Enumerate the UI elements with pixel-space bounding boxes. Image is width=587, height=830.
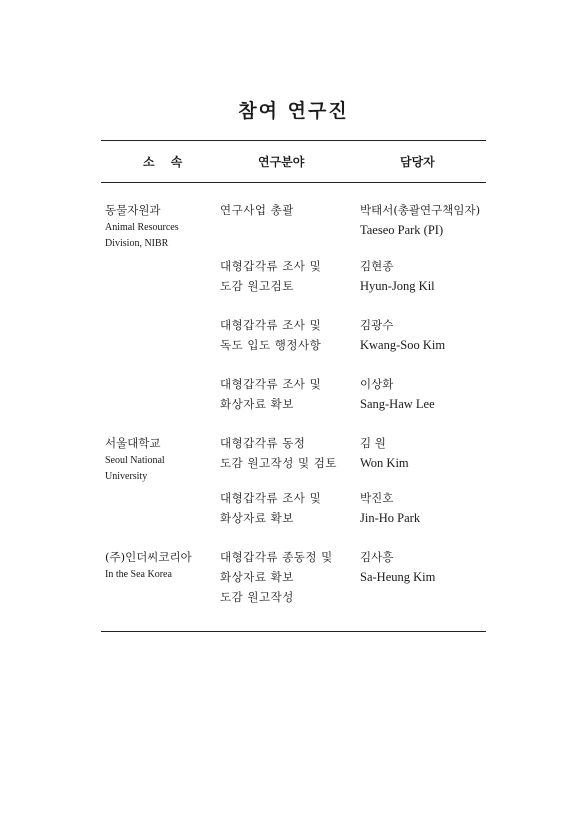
- research-field-line: 대형갑각류 조사 및: [220, 491, 322, 505]
- affiliation-english-line: Animal Resources: [105, 222, 179, 233]
- affiliation-cell: [101, 200, 220, 252]
- person-name-english: Hyun-Jong Kil: [360, 279, 435, 293]
- affiliation-english-line: Seoul National: [105, 455, 165, 466]
- research-field-line: 대형갑각류 조사 및: [220, 259, 322, 273]
- person-cell: [360, 256, 486, 296]
- person-name-english: Sang-Haw Lee: [360, 397, 435, 411]
- person-name-korean: 이상화: [360, 377, 394, 391]
- table-row: [101, 200, 486, 252]
- person-cell: [360, 200, 486, 252]
- person-cell: [360, 547, 486, 607]
- table-row: [101, 433, 486, 485]
- affiliation-cell: [101, 374, 220, 414]
- person-cell: [360, 315, 486, 355]
- table-row: [101, 256, 486, 296]
- table-row: [101, 488, 486, 528]
- person-cell: [360, 488, 486, 528]
- person-name-korean: 김사흥: [360, 550, 394, 564]
- header-research-field: 연구분야: [258, 155, 305, 169]
- header-person-in-charge: 담당자: [400, 155, 435, 169]
- research-field-cell: [220, 256, 360, 296]
- table-body: [101, 200, 486, 607]
- person-name-korean: 김광수: [360, 318, 394, 332]
- research-field-cell: [220, 200, 360, 252]
- affiliation-cell: [101, 256, 220, 296]
- research-field-cell: [220, 315, 360, 355]
- research-field-cell: [220, 547, 360, 607]
- person-name-english: Kwang-Soo Kim: [360, 338, 446, 352]
- table-row: [101, 374, 486, 414]
- research-field-line: 대형갑각류 조사 및: [220, 318, 322, 332]
- affiliation-korean: (주)인더씨코리아: [105, 550, 192, 564]
- person-name-english: Won Kim: [360, 456, 409, 470]
- person-name-english: Taeseo Park (PI): [360, 223, 444, 237]
- research-field-line: 연구사업 총괄: [220, 203, 294, 217]
- table-top-rule: [101, 140, 486, 141]
- affiliation-cell: [101, 488, 220, 528]
- affiliation-korean: 서울대학교: [105, 436, 161, 450]
- person-name-korean: 박진호: [360, 491, 394, 505]
- person-cell: [360, 374, 486, 414]
- table-bottom-rule: [101, 631, 486, 632]
- affiliation-english-line: Division, NIBR: [105, 238, 169, 249]
- research-field-line: 독도 입도 행정사항: [220, 338, 322, 352]
- research-field-line: 대형갑각류 종동정 및: [220, 550, 333, 564]
- research-field-cell: [220, 488, 360, 528]
- page-title: 참여 연구진: [238, 100, 349, 122]
- table-row: [101, 315, 486, 355]
- research-field-line: 화상자료 확보: [220, 397, 294, 411]
- affiliation-cell: [101, 433, 220, 485]
- research-field-line: 도감 원고작성 및 검토: [220, 456, 337, 470]
- affiliation-cell: [101, 547, 220, 607]
- research-field-cell: [220, 374, 360, 414]
- person-name-korean: 박태서(총괄연구책임자): [360, 203, 481, 217]
- person-name-english: Jin-Ho Park: [360, 511, 421, 525]
- header-affiliation: 소 속: [143, 155, 189, 169]
- table-row: [101, 547, 486, 607]
- research-field-cell: [220, 433, 360, 485]
- person-name-korean: 김현종: [360, 259, 394, 273]
- affiliation-korean: 동물자원과: [105, 203, 161, 217]
- research-field-line: 대형갑각류 동정: [220, 436, 306, 450]
- person-name-korean: 김 원: [360, 436, 386, 450]
- person-name-english: Sa-Heung Kim: [360, 570, 436, 584]
- research-field-line: 도감 원고검토: [220, 279, 294, 293]
- research-field-line: 대형갑각류 조사 및: [220, 377, 322, 391]
- research-field-line: 도감 원고작성: [220, 590, 294, 604]
- affiliation-english-line: University: [105, 471, 148, 482]
- affiliation-english-line: In the Sea Korea: [105, 569, 172, 580]
- person-cell: [360, 433, 486, 485]
- research-field-line: 화상자료 확보: [220, 511, 294, 525]
- research-field-line: 화상자료 확보: [220, 570, 294, 584]
- table-header-rule: [101, 182, 486, 183]
- affiliation-cell: [101, 315, 220, 355]
